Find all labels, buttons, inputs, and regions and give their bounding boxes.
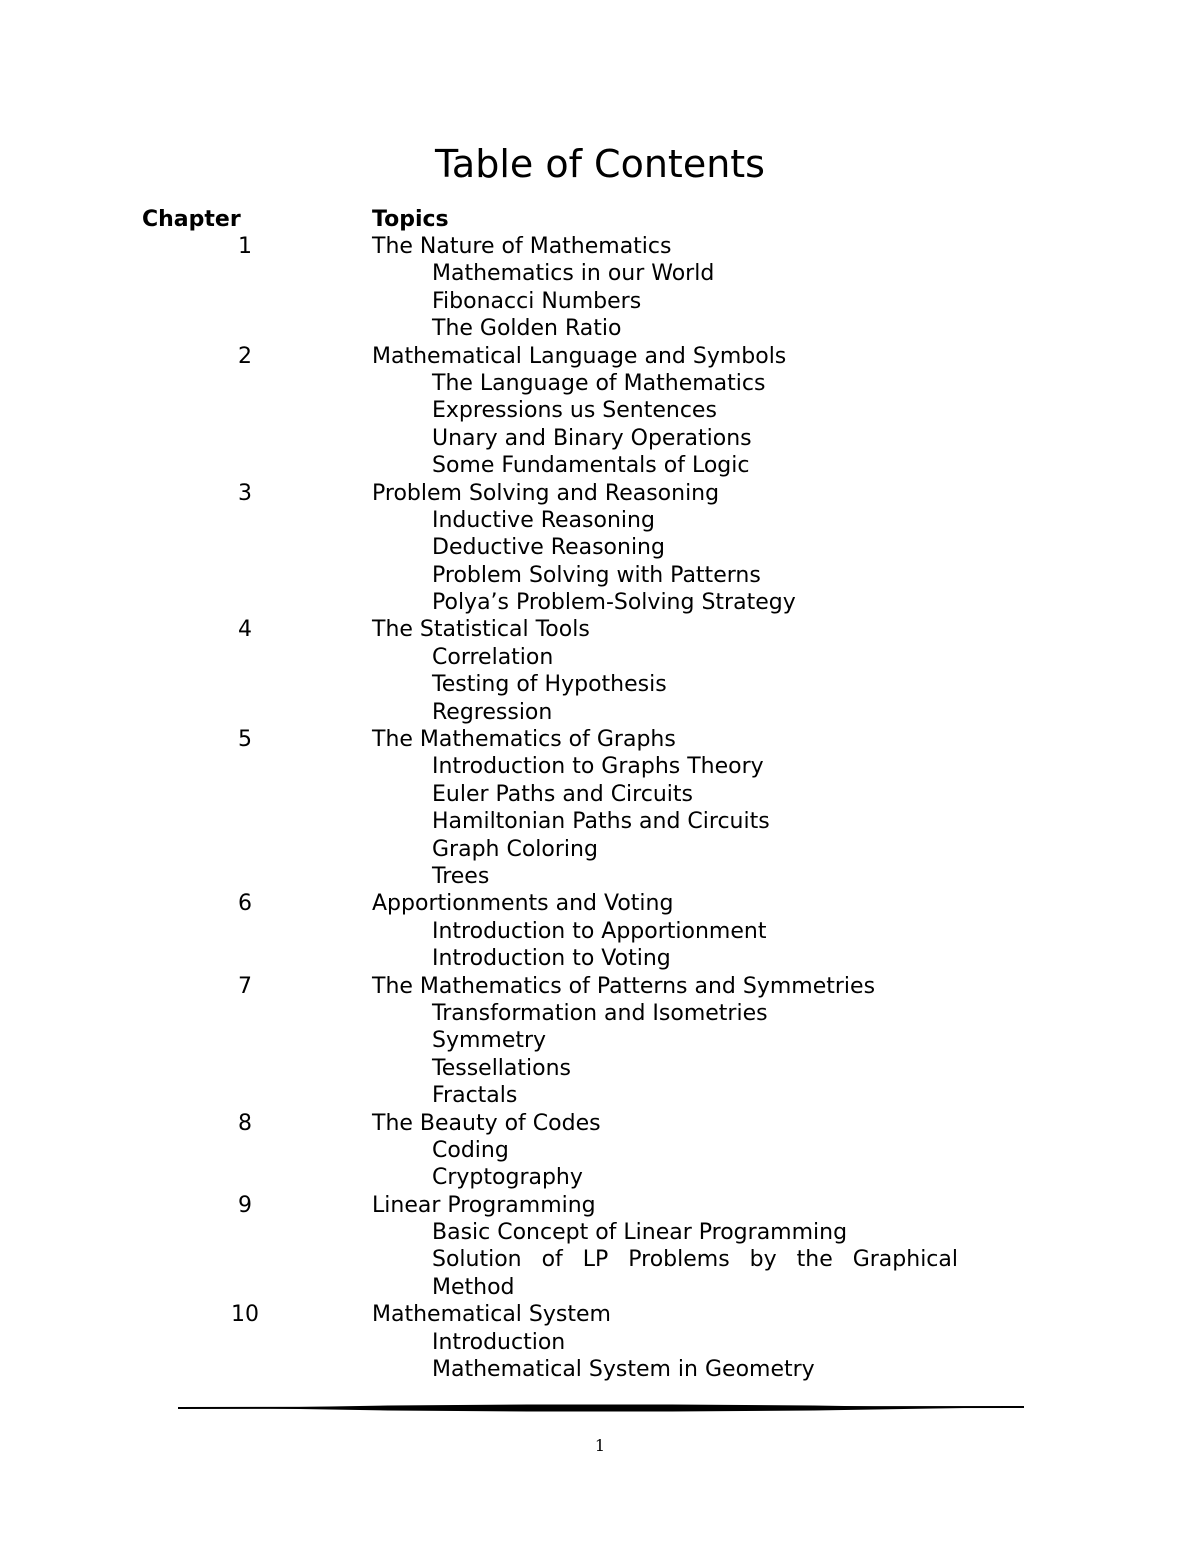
topic-row — [0, 562, 1200, 589]
topic-row — [0, 945, 1200, 972]
chapter-number: 7 — [238, 973, 252, 999]
chapter-title: Apportionments and Voting — [372, 891, 674, 917]
chapter-row — [0, 1301, 1200, 1328]
chapter-number: 5 — [238, 727, 252, 753]
chapter-title: Problem Solving and Reasoning — [372, 480, 720, 506]
topic-row — [0, 671, 1200, 698]
chapter-row — [0, 726, 1200, 753]
chapter-row — [0, 973, 1200, 1000]
topic-item: Mathematics in our World — [432, 261, 715, 287]
topic-row — [0, 863, 1200, 890]
topic-item: Testing of Hypothesis — [432, 672, 667, 698]
chapter-number: 8 — [238, 1110, 252, 1136]
chapter-entry — [0, 343, 1200, 480]
topic-item: Symmetry — [432, 1028, 547, 1054]
chapter-number: 9 — [238, 1192, 252, 1218]
chapter-entry — [0, 233, 1200, 343]
topic-row — [0, 1000, 1200, 1027]
topic-row — [0, 644, 1200, 671]
topic-item: Mathematical System in Geometry — [432, 1357, 815, 1383]
topic-row — [0, 397, 1200, 424]
page-number: 1 — [594, 1436, 606, 1455]
chapter-entry — [0, 480, 1200, 617]
topic-item: Problem Solving with Patterns — [432, 562, 761, 588]
topic-item: Introduction — [432, 1329, 566, 1355]
topic-row — [0, 1137, 1200, 1164]
topic-item: Deductive Reasoning — [432, 535, 665, 561]
topic-row — [0, 808, 1200, 835]
chapter-title: The Nature of Mathematics — [372, 234, 672, 259]
topic-item: Method — [432, 1274, 515, 1300]
topic-row — [0, 1219, 1200, 1246]
topic-row — [0, 836, 1200, 863]
chapter-row — [0, 480, 1200, 507]
topic-item: Euler Paths and Circuits — [432, 781, 693, 807]
chapter-title: The Mathematics of Patterns and Symmetries — [372, 973, 876, 999]
topic-row — [0, 1055, 1200, 1082]
topic-item: Fibonacci Numbers — [432, 288, 642, 314]
topic-item: Graph Coloring — [432, 836, 598, 862]
chapter-title: Mathematical System — [372, 1302, 611, 1328]
chapter-entry — [0, 726, 1200, 890]
topic-item: Basic Concept of Linear Programming — [432, 1220, 848, 1246]
chapter-title: The Mathematics of Graphs — [372, 727, 676, 753]
topic-item: Correlation — [432, 644, 554, 670]
topic-row — [0, 534, 1200, 561]
topic-row — [0, 288, 1200, 315]
chapter-title: The Beauty of Codes — [372, 1110, 601, 1136]
chapter-row — [0, 1110, 1200, 1137]
topic-row — [0, 260, 1200, 287]
topic-item: Introduction to Voting — [432, 946, 671, 972]
topic-row — [0, 425, 1200, 452]
topic-row — [0, 918, 1200, 945]
topic-row — [0, 507, 1200, 534]
chapter-entry — [0, 1192, 1200, 1302]
topic-row — [0, 699, 1200, 726]
chapter-entry — [0, 890, 1200, 972]
topic-item: Hamiltonian Paths and Circuits — [432, 809, 770, 835]
topic-item: Regression — [432, 699, 553, 725]
chapter-row — [0, 890, 1200, 917]
topic-item: Solution of LP Problems by the Graphical — [432, 1247, 958, 1273]
topic-item: Transformation and Isometries — [432, 1000, 768, 1026]
topic-row — [0, 370, 1200, 397]
topic-item: Inductive Reasoning — [432, 507, 655, 533]
chapter-number: 4 — [238, 617, 252, 643]
chapter-number: 6 — [238, 891, 252, 917]
topic-row — [0, 452, 1200, 479]
chapter-row — [0, 616, 1200, 643]
chapter-row — [0, 343, 1200, 370]
topic-item: Cryptography — [432, 1165, 583, 1191]
chapter-title: Mathematical Language and Symbols — [372, 343, 787, 369]
topic-row — [0, 589, 1200, 616]
footer-divider — [178, 1402, 1024, 1414]
topic-row — [0, 1329, 1200, 1356]
chapter-number: 3 — [238, 480, 252, 506]
chapter-number: 2 — [238, 343, 252, 369]
chapter-number: 1 — [238, 234, 252, 259]
topic-item: Polya’s Problem-Solving Strategy — [432, 590, 796, 616]
topic-item: The Golden Ratio — [432, 316, 622, 342]
chapter-entry — [0, 1110, 1200, 1192]
topic-item: The Language of Mathematics — [432, 370, 766, 396]
topic-row — [0, 1246, 1200, 1273]
topic-row — [0, 1164, 1200, 1191]
topic-item: Trees — [432, 863, 490, 889]
chapter-row — [0, 1192, 1200, 1219]
chapter-number: 10 — [231, 1302, 259, 1328]
topic-item: Tessellations — [432, 1055, 572, 1081]
topic-row — [0, 753, 1200, 780]
topic-item: Unary and Binary Operations — [432, 425, 752, 451]
topic-item: Introduction to Graphs Theory — [432, 754, 764, 780]
chapter-title: Linear Programming — [372, 1192, 596, 1218]
page-title: Table of Contents — [435, 142, 765, 186]
topic-item: Introduction to Apportionment — [432, 918, 767, 944]
topic-row — [0, 1082, 1200, 1109]
topic-item: Some Fundamentals of Logic — [432, 453, 750, 479]
chapter-entry — [0, 973, 1200, 1110]
topic-item: Fractals — [432, 1083, 518, 1109]
topic-row — [0, 1027, 1200, 1054]
topic-row — [0, 1356, 1200, 1383]
chapter-entry — [0, 1301, 1200, 1383]
chapter-title: The Statistical Tools — [372, 617, 590, 643]
chapter-entry — [0, 616, 1200, 726]
topic-row — [0, 315, 1200, 342]
table-of-contents — [0, 233, 1200, 1383]
topic-item: Expressions us Sentences — [432, 398, 717, 424]
topic-item: Coding — [432, 1137, 509, 1163]
topics-column-header: Topics — [372, 207, 449, 232]
chapter-row — [0, 233, 1200, 260]
footer-divider-shape — [238, 1405, 964, 1412]
topic-row — [0, 781, 1200, 808]
topic-row — [0, 1274, 1200, 1301]
chapter-column-header: Chapter — [142, 207, 241, 232]
